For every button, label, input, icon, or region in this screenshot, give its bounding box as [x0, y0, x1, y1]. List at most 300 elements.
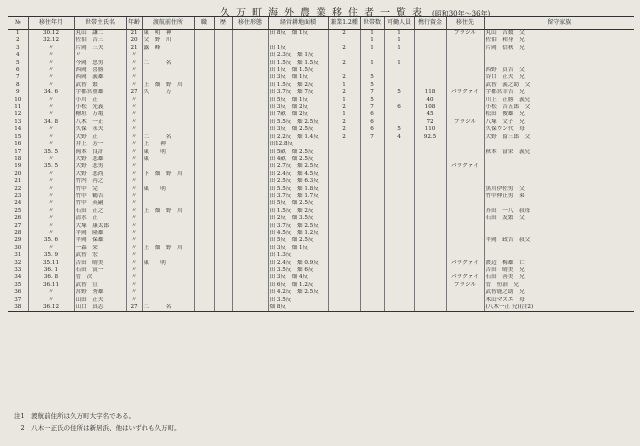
footnote-1: 注1 渡航前住所は久万町大字名である。: [14, 412, 136, 420]
table-cell: 佐伯 吉三: [74, 37, 126, 44]
table-cell: [384, 267, 414, 274]
table-row: [8, 82, 634, 89]
table-cell: 山田 正夫: [74, 297, 126, 304]
table-cell: [484, 163, 634, 170]
table-cell: 渡辺 梅雄 亡: [484, 260, 634, 267]
table-cell: 田 4.2反 畑 2.5反: [268, 289, 328, 296]
table-cell: [194, 82, 214, 89]
table-cell: 110: [414, 126, 446, 133]
table-cell: [384, 200, 414, 207]
table-cell: 33: [14, 267, 22, 273]
table-cell: [384, 282, 414, 289]
table-row: [8, 104, 634, 111]
table-cell: 9: [15, 89, 20, 96]
table-cell: 竹中伸止男 弟: [484, 193, 634, 200]
table-cell: [142, 178, 194, 185]
table-cell: [214, 230, 232, 237]
table-cell: [384, 230, 414, 237]
table-cell: [214, 30, 232, 38]
table-cell: 下 畑 野 川: [142, 171, 194, 178]
table-cell: 〃: [28, 134, 74, 141]
table-cell: 田 4畝 畑 2.5反: [268, 156, 328, 163]
column-header: №: [8, 17, 28, 30]
table-cell: 〃: [126, 230, 142, 237]
table-cell: 〃: [126, 97, 142, 104]
table-cell: [142, 163, 194, 170]
table-cell: 1: [360, 45, 384, 52]
column-header: 世帯数: [360, 17, 384, 30]
table-cell: [142, 193, 194, 200]
table-cell: 12: [14, 111, 22, 118]
table-cell: [194, 260, 214, 267]
table-cell: [194, 200, 214, 207]
table-cell: 28: [14, 229, 22, 236]
table-cell: ブラジル: [446, 30, 484, 38]
table-cell: [446, 178, 484, 185]
table-cell: 二 名: [142, 304, 194, 312]
table-cell: [194, 223, 214, 230]
table-cell: 木山マスエ 母: [484, 297, 634, 304]
column-header: 職: [194, 17, 214, 30]
table-cell: [194, 252, 214, 259]
table-row: [8, 45, 634, 52]
table-cell: 23: [14, 192, 22, 199]
table-cell: [194, 282, 214, 289]
table-cell: 〃: [28, 245, 74, 252]
table-cell: [194, 52, 214, 59]
table-cell: [446, 193, 484, 200]
table-cell: 菅 次: [74, 274, 126, 281]
table-row: [8, 74, 634, 81]
table-cell: 〃: [126, 134, 142, 141]
table-cell: 1: [15, 30, 20, 36]
table-cell: 1: [328, 82, 360, 89]
table-row: [8, 37, 634, 44]
table-cell: 〃: [126, 52, 142, 59]
table-cell: 〃: [28, 111, 74, 118]
table-cell: 22: [14, 185, 22, 192]
table-row: [8, 252, 634, 259]
table-cell: 〃: [126, 156, 142, 163]
table-cell: 西岡 義雄: [74, 74, 126, 81]
table-cell: [142, 237, 194, 244]
table-cell: 西岡 喜勝: [74, 67, 126, 74]
table-cell: 田 1.5反 畑 1.5反: [268, 60, 328, 67]
table-cell: [194, 230, 214, 237]
table-cell: 二 名: [142, 134, 194, 141]
table-cell: [328, 141, 360, 148]
table-cell: 45: [414, 111, 446, 118]
table-cell: [232, 274, 268, 281]
table-row: [8, 297, 634, 304]
table-cell: [360, 245, 384, 252]
table-cell: 5: [360, 74, 384, 81]
table-cell: 〃: [28, 186, 74, 193]
table-cell: [194, 267, 214, 274]
table-cell: 10: [14, 96, 22, 103]
table-cell: [446, 297, 484, 304]
table-cell: [142, 67, 194, 74]
table-cell: 平岡 隆雄: [74, 230, 126, 237]
table-cell: 大野 悲尚: [74, 171, 126, 178]
table-cell: 清水 正: [74, 215, 126, 222]
footnote-2: 2 八木一正氏の住所は新居浜、他はいずれも久万町。: [14, 424, 181, 432]
table-cell: [194, 60, 214, 67]
table-cell: [214, 104, 232, 111]
table-cell: 〃: [28, 104, 74, 111]
table-cell: 田 3.5反 畑 6反: [268, 267, 328, 274]
table-cell: [214, 297, 232, 304]
table-row: [8, 149, 634, 156]
table-row: [8, 208, 634, 215]
table-cell: [232, 52, 268, 59]
table-cell: [328, 208, 360, 215]
table-cell: 5: [360, 82, 384, 89]
table-cell: 〃: [28, 171, 74, 178]
table-cell: [214, 82, 232, 89]
table-cell: 1: [384, 60, 414, 67]
table-cell: [384, 163, 414, 170]
table-cell: [360, 282, 384, 289]
table-row: [8, 178, 634, 185]
table-cell: [446, 156, 484, 163]
table-cell: [414, 45, 446, 52]
table-row: [8, 186, 634, 193]
column-header: 渡航前住所: [142, 17, 194, 30]
table-cell: 35.11: [28, 260, 74, 267]
table-cell: [232, 289, 268, 296]
table-cell: 田 3.7反 畑 1.7反: [268, 193, 328, 200]
table-cell: [214, 208, 232, 215]
table-cell: 田 3反 畑 4反: [268, 274, 328, 281]
table-cell: [446, 111, 484, 118]
table-cell: 竹中 完: [74, 186, 126, 193]
table-cell: [232, 282, 268, 289]
table-cell: [446, 208, 484, 215]
table-cell: [194, 245, 214, 252]
table-cell: [414, 156, 446, 163]
table-cell: [360, 260, 384, 267]
table-cell: [484, 141, 634, 148]
title-text: 久万町海外農業移住者一覧表: [220, 8, 428, 19]
table-cell: 田 3.5反: [268, 297, 328, 304]
table-cell: 菅 恒治 兄: [484, 282, 634, 289]
table-cell: [232, 89, 268, 96]
table-cell: [360, 141, 384, 148]
table-row: [8, 193, 634, 200]
table-cell: [446, 82, 484, 89]
table-cell: 〃: [28, 126, 74, 133]
table-cell: 〃: [126, 260, 142, 267]
table-cell: 芥田 一八 叔母: [484, 208, 634, 215]
table-cell: [328, 245, 360, 252]
table-cell: 〃: [28, 156, 74, 163]
table-cell: 田 3.7反 畑 2.5反: [268, 223, 328, 230]
table-cell: [232, 67, 268, 74]
table-cell: 小川 正: [74, 97, 126, 104]
table-cell: [384, 74, 414, 81]
table-cell: 〃: [28, 215, 74, 222]
table-cell: 35. 9: [28, 252, 74, 259]
table-cell: [414, 171, 446, 178]
table-cell: 〃: [126, 141, 142, 148]
table-cell: [360, 237, 384, 244]
table-cell: [328, 186, 360, 193]
table-cell: [214, 289, 232, 296]
table-cell: [328, 149, 360, 156]
table-row: [8, 245, 634, 252]
table-cell: [446, 149, 484, 156]
table-cell: 東 明 神: [142, 30, 194, 38]
table-cell: 〃: [126, 171, 142, 178]
table-cell: [328, 230, 360, 237]
table-cell: 2: [328, 89, 360, 96]
table-cell: [414, 237, 446, 244]
table-cell: [384, 52, 414, 59]
table-cell: [232, 30, 268, 38]
table-cell: [384, 237, 414, 244]
table-cell: 石田 正之: [74, 208, 126, 215]
table-cell: 1: [328, 111, 360, 118]
table-cell: ブラジル: [446, 119, 484, 126]
table-cell: 田 5畝 畑 2.5反: [268, 149, 328, 156]
table-cell: [414, 149, 446, 156]
table-cell: [360, 267, 384, 274]
table-cell: 久保ウン代 母: [484, 126, 634, 133]
table-cell: 2: [328, 126, 360, 133]
table-cell: 7: [360, 134, 384, 141]
table-cell: [446, 230, 484, 237]
table-cell: [384, 215, 414, 222]
table-cell: 72: [414, 119, 446, 126]
table-row: [8, 60, 634, 67]
table-cell: [194, 163, 214, 170]
table-cell: 21: [126, 30, 142, 38]
table-cell: [214, 260, 232, 267]
table-cell: 久保 永夫: [74, 126, 126, 133]
table-cell: [142, 200, 194, 207]
table-cell: 17: [14, 148, 22, 155]
table-cell: [214, 97, 232, 104]
table-cell: 36: [14, 289, 22, 296]
table-cell: 4: [384, 134, 414, 141]
table-cell: [446, 186, 484, 193]
table-cell: 7: [360, 89, 384, 96]
table-cell: [214, 111, 232, 118]
table-cell: 八木 一正: [74, 119, 126, 126]
table-row: [8, 215, 634, 222]
table-cell: [446, 126, 484, 133]
table-cell: [232, 141, 268, 148]
table-cell: [360, 304, 384, 312]
table-cell: 田 1反: [268, 45, 328, 52]
table-cell: 〃: [126, 237, 142, 244]
table-cell: [360, 208, 384, 215]
table-row: [8, 111, 634, 118]
table-cell: 2: [328, 45, 360, 52]
table-cell: [414, 260, 446, 267]
column-header: 可働人員: [384, 17, 414, 30]
table-cell: [232, 74, 268, 81]
table-row: [8, 223, 634, 230]
table-cell: 片岡 信秋 兄: [484, 45, 634, 52]
table-cell: [446, 74, 484, 81]
table-cell: [232, 126, 268, 133]
table-cell: [414, 141, 446, 148]
table-cell: 平岡 政吉 叔父: [484, 237, 634, 244]
table-cell: [414, 67, 446, 74]
table-cell: 松田 俊雄 兄: [484, 111, 634, 118]
table-cell: 〃: [28, 52, 74, 59]
table-cell: 東 明: [142, 149, 194, 156]
table-cell: [214, 156, 232, 163]
table-cell: [214, 304, 232, 312]
table-row: [8, 260, 634, 267]
table-cell: [446, 97, 484, 104]
table-cell: [194, 119, 214, 126]
table-cell: 〃: [28, 141, 74, 148]
table-cell: [328, 267, 360, 274]
table-cell: 〃: [126, 126, 142, 133]
table-cell: [214, 60, 232, 67]
table-cell: [214, 171, 232, 178]
table-cell: 30.12: [28, 30, 74, 38]
table-cell: [214, 186, 232, 193]
table-cell: [360, 289, 384, 296]
table-cell: [360, 178, 384, 185]
table-cell: 田 2.4反 畑 4.5反: [268, 171, 328, 178]
table-cell: 〃: [126, 163, 142, 170]
table-cell: [214, 178, 232, 185]
table-cell: 〃: [28, 74, 74, 81]
table-cell: 25: [14, 207, 22, 214]
table-cell: [232, 193, 268, 200]
table-cell: [328, 156, 360, 163]
table-cell: [142, 297, 194, 304]
table-cell: 〃: [126, 274, 142, 281]
table-cell: 佐伯 和身 兄: [484, 37, 634, 44]
table-cell: 〃: [28, 193, 74, 200]
table-cell: 24: [14, 200, 22, 207]
table-cell: [194, 97, 214, 104]
table-cell: [142, 252, 194, 259]
footnotes: [14, 410, 181, 434]
table-cell: 36.12: [28, 304, 74, 312]
table-cell: 〃: [126, 267, 142, 274]
table-cell: [360, 186, 384, 193]
table-row: [8, 30, 634, 38]
table-cell: [384, 289, 414, 296]
table-row: [8, 52, 634, 59]
table-cell: [484, 156, 634, 163]
table-cell: 2: [15, 37, 20, 44]
table-cell: 武智 宣: [74, 282, 126, 289]
table-cell: [328, 193, 360, 200]
table-cell: [214, 267, 232, 274]
table-cell: [384, 252, 414, 259]
table-cell: [384, 297, 414, 304]
table-cell: 18: [14, 155, 22, 162]
table-cell: [446, 267, 484, 274]
table-cell: [232, 60, 268, 67]
table-cell: 5: [360, 97, 384, 104]
table-cell: [194, 30, 214, 38]
table-cell: 平岡 保雄: [74, 237, 126, 244]
table-cell: [414, 74, 446, 81]
table-cell: 40: [414, 97, 446, 104]
column-header: 世帯主氏名: [74, 17, 126, 30]
table-cell: [232, 134, 268, 141]
table-cell: [360, 193, 384, 200]
table-cell: [360, 230, 384, 237]
table-cell: 田 3反 畑 2反: [268, 104, 328, 111]
table-cell: 竹内 丙之: [74, 178, 126, 185]
table-cell: 東 明: [142, 260, 194, 267]
table-cell: 丸山 謙二: [74, 30, 126, 38]
table-cell: パラグァイ: [446, 260, 484, 267]
table-cell: [384, 193, 414, 200]
table-cell: 田12.8反: [268, 141, 328, 148]
table-cell: [214, 141, 232, 148]
table-cell: 35. 5: [28, 163, 74, 170]
table-cell: [328, 171, 360, 178]
table-cell: 〃: [126, 252, 142, 259]
table-cell: 田 5反 畑 2.5反: [268, 237, 328, 244]
table-cell: [446, 67, 484, 74]
table-cell: 〃: [126, 74, 142, 81]
table-cell: [142, 119, 194, 126]
table-cell: [194, 171, 214, 178]
table-cell: [484, 178, 634, 185]
table-cell: 石田 寅一: [74, 267, 126, 274]
table-cell: [194, 141, 214, 148]
table-cell: [360, 252, 384, 259]
table-cell: 92.5: [414, 134, 446, 141]
table-cell: 上 畑 野 川: [142, 82, 194, 89]
table-cell: [214, 274, 232, 281]
table-cell: 〃: [126, 200, 142, 207]
table-cell: [360, 156, 384, 163]
table-cell: [328, 178, 360, 185]
table-cell: 西野 貞吉 父: [484, 67, 634, 74]
table-cell: [232, 245, 268, 252]
emigrant-table: [8, 16, 634, 312]
table-cell: 〃: [126, 119, 142, 126]
table-cell: [360, 67, 384, 74]
table-cell: 36.11: [28, 282, 74, 289]
table-cell: [446, 252, 484, 259]
table-cell: [328, 260, 360, 267]
column-header: 携行資金: [414, 17, 446, 30]
table-row: [8, 67, 634, 74]
table-cell: [194, 67, 214, 74]
table-cell: 田 1.5反 畑 2反: [268, 82, 328, 89]
table-cell: 〃: [28, 60, 74, 67]
table-cell: 父 野 川: [142, 37, 194, 44]
table-cell: [214, 67, 232, 74]
table-cell: 〃: [126, 193, 142, 200]
table-cell: 7: [360, 104, 384, 111]
table-cell: [142, 289, 194, 296]
table-cell: 21: [126, 45, 142, 52]
table-cell: [214, 89, 232, 96]
table-cell: [232, 104, 268, 111]
table-cell: 〃: [126, 149, 142, 156]
table-cell: [214, 149, 232, 156]
table-cell: [232, 37, 268, 44]
table-cell: [194, 193, 214, 200]
table-cell: [328, 37, 360, 44]
